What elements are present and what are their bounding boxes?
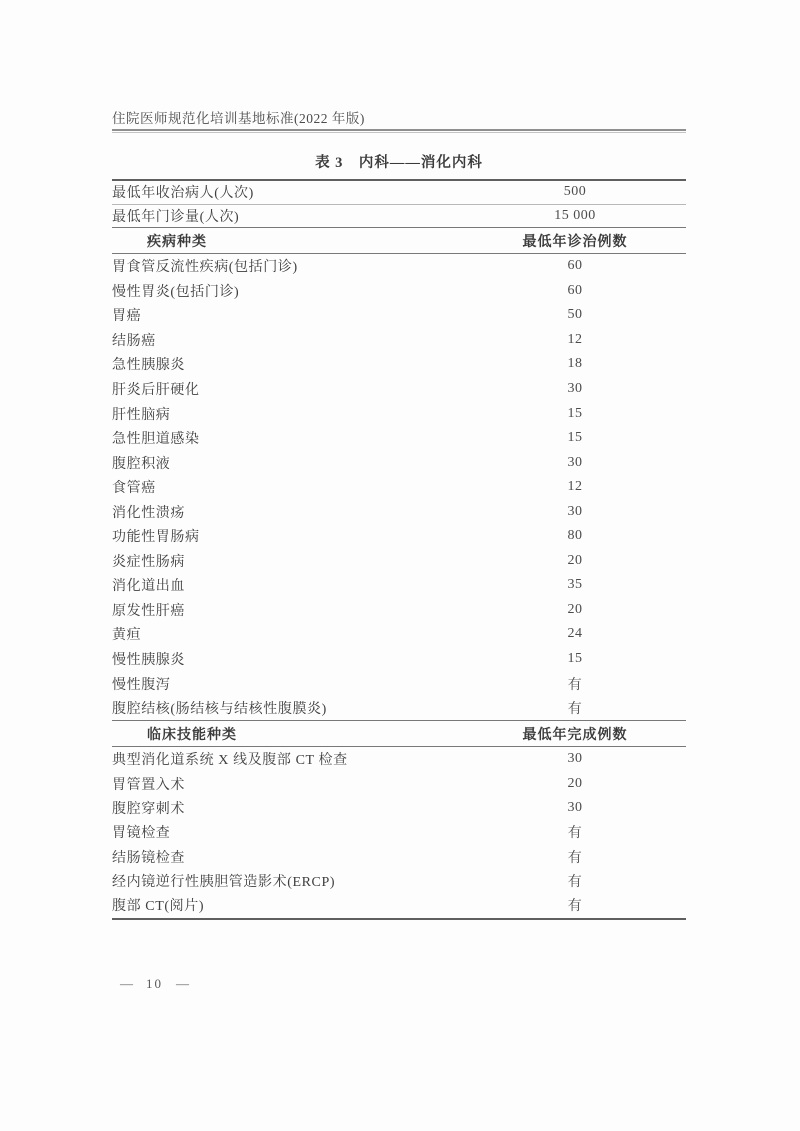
table-row (112, 499, 686, 524)
row-value: 30 (567, 380, 583, 396)
standards-table (112, 179, 686, 920)
row-label: 功能性胃肠病 (112, 530, 200, 546)
row-value: 30 (567, 800, 583, 816)
row-value: 有 (567, 875, 583, 891)
row-label: 典型消化道系统 X 线及腹部 CT 检查 (112, 753, 348, 769)
table-row (112, 401, 686, 426)
footer-right-dash: — (176, 976, 189, 991)
row-label: 最低年门诊量(人次) (112, 209, 240, 225)
row-label: 胃食管反流性疾病(包括门诊) (112, 260, 298, 276)
table-title: 表 3 内科——消化内科 (315, 155, 483, 171)
table-row (112, 820, 686, 844)
row-label: 急性胰腺炎 (112, 358, 185, 374)
row-label: 腹部 CT(阅片) (112, 899, 205, 915)
table-row (112, 869, 686, 893)
page-footer (120, 976, 189, 992)
table-row (112, 352, 686, 377)
row-label: 最低年收治病人(人次) (112, 186, 254, 202)
row-value: 35 (567, 577, 583, 593)
row-value: 有 (567, 850, 583, 866)
table-row (112, 426, 686, 451)
row-value: 有 (567, 826, 583, 842)
table-row (112, 279, 686, 304)
row-value: 80 (567, 528, 583, 544)
row-value: 15 000 (554, 207, 596, 223)
footer-left-dash: — (120, 976, 133, 991)
row-label: 胃管置入术 (112, 777, 185, 793)
row-value: 12 (567, 331, 583, 347)
row-label: 肝性脑病 (112, 407, 171, 423)
row-value: 60 (567, 258, 583, 274)
table-row (112, 573, 686, 598)
row-value: 50 (567, 307, 583, 323)
row-label: 黄疸 (112, 628, 142, 644)
table-row (112, 328, 686, 353)
row-value: 12 (567, 479, 583, 495)
row-label: 食管癌 (112, 481, 156, 497)
table-row (112, 254, 686, 279)
row-label: 慢性胃炎(包括门诊) (112, 284, 240, 300)
row-label: 炎症性肠病 (112, 554, 185, 570)
row-value: 15 (567, 651, 583, 666)
table-row (112, 772, 686, 796)
table-row (112, 647, 686, 672)
row-value: 15 (567, 405, 583, 421)
row-label: 肝炎后肝硬化 (112, 382, 200, 398)
skill-section-header (112, 721, 686, 746)
row-label: 腹腔结核(肠结核与结核性腹膜炎) (112, 702, 327, 718)
row-label: 急性胆道感染 (112, 432, 200, 448)
row-value: 20 (567, 775, 583, 791)
table-bottom-rule (112, 918, 686, 920)
row-value: 30 (567, 751, 583, 767)
section-header-label: 疾病种类 (147, 234, 207, 250)
row-value: 18 (567, 356, 583, 372)
row-label: 慢性胰腺炎 (112, 653, 185, 668)
row-value: 24 (567, 626, 583, 642)
section-header-label: 临床技能种类 (147, 727, 237, 743)
row-label: 腹腔穿刺术 (112, 802, 185, 818)
table-row (112, 671, 686, 696)
row-value: 有 (567, 899, 583, 915)
table-row (112, 747, 686, 771)
running-head: 住院医师规范化培训基地标准(2022 年版) (112, 111, 365, 126)
page-number: 10 (146, 976, 163, 991)
table-row (112, 598, 686, 623)
row-value: 500 (563, 184, 587, 200)
table-row (112, 845, 686, 869)
section-header-value: 最低年完成例数 (522, 727, 628, 743)
row-label: 胃镜检查 (112, 826, 171, 842)
row-value: 30 (567, 454, 583, 470)
row-value: 有 (567, 702, 583, 718)
disease-section-header (112, 228, 686, 253)
row-value: 20 (567, 552, 583, 568)
table-row (112, 205, 686, 228)
row-label: 原发性肝癌 (112, 603, 185, 619)
table-row (112, 893, 686, 917)
row-value: 20 (567, 601, 583, 617)
row-value: 60 (567, 282, 583, 298)
row-label: 胃癌 (112, 309, 142, 325)
table-row (112, 524, 686, 549)
row-label: 消化性溃疡 (112, 505, 185, 521)
table-row (112, 549, 686, 574)
table-row (112, 622, 686, 647)
row-value: 有 (567, 677, 583, 693)
row-value: 15 (567, 430, 583, 446)
table-row (112, 181, 686, 204)
table-row (112, 303, 686, 328)
section-header-value: 最低年诊治例数 (522, 234, 628, 250)
table-row (112, 696, 686, 721)
table-row (112, 450, 686, 475)
table-row (112, 377, 686, 402)
table-row (112, 796, 686, 820)
row-label: 经内镜逆行性胰胆管造影术(ERCP) (112, 875, 336, 891)
row-label: 腹腔积液 (112, 456, 171, 472)
running-head-rule (112, 129, 686, 133)
row-label: 结肠癌 (112, 333, 156, 349)
row-value: 30 (567, 503, 583, 519)
row-label: 慢性腹泻 (112, 677, 171, 693)
row-label: 消化道出血 (112, 579, 185, 595)
table-row (112, 475, 686, 500)
row-label: 结肠镜检查 (112, 850, 185, 866)
